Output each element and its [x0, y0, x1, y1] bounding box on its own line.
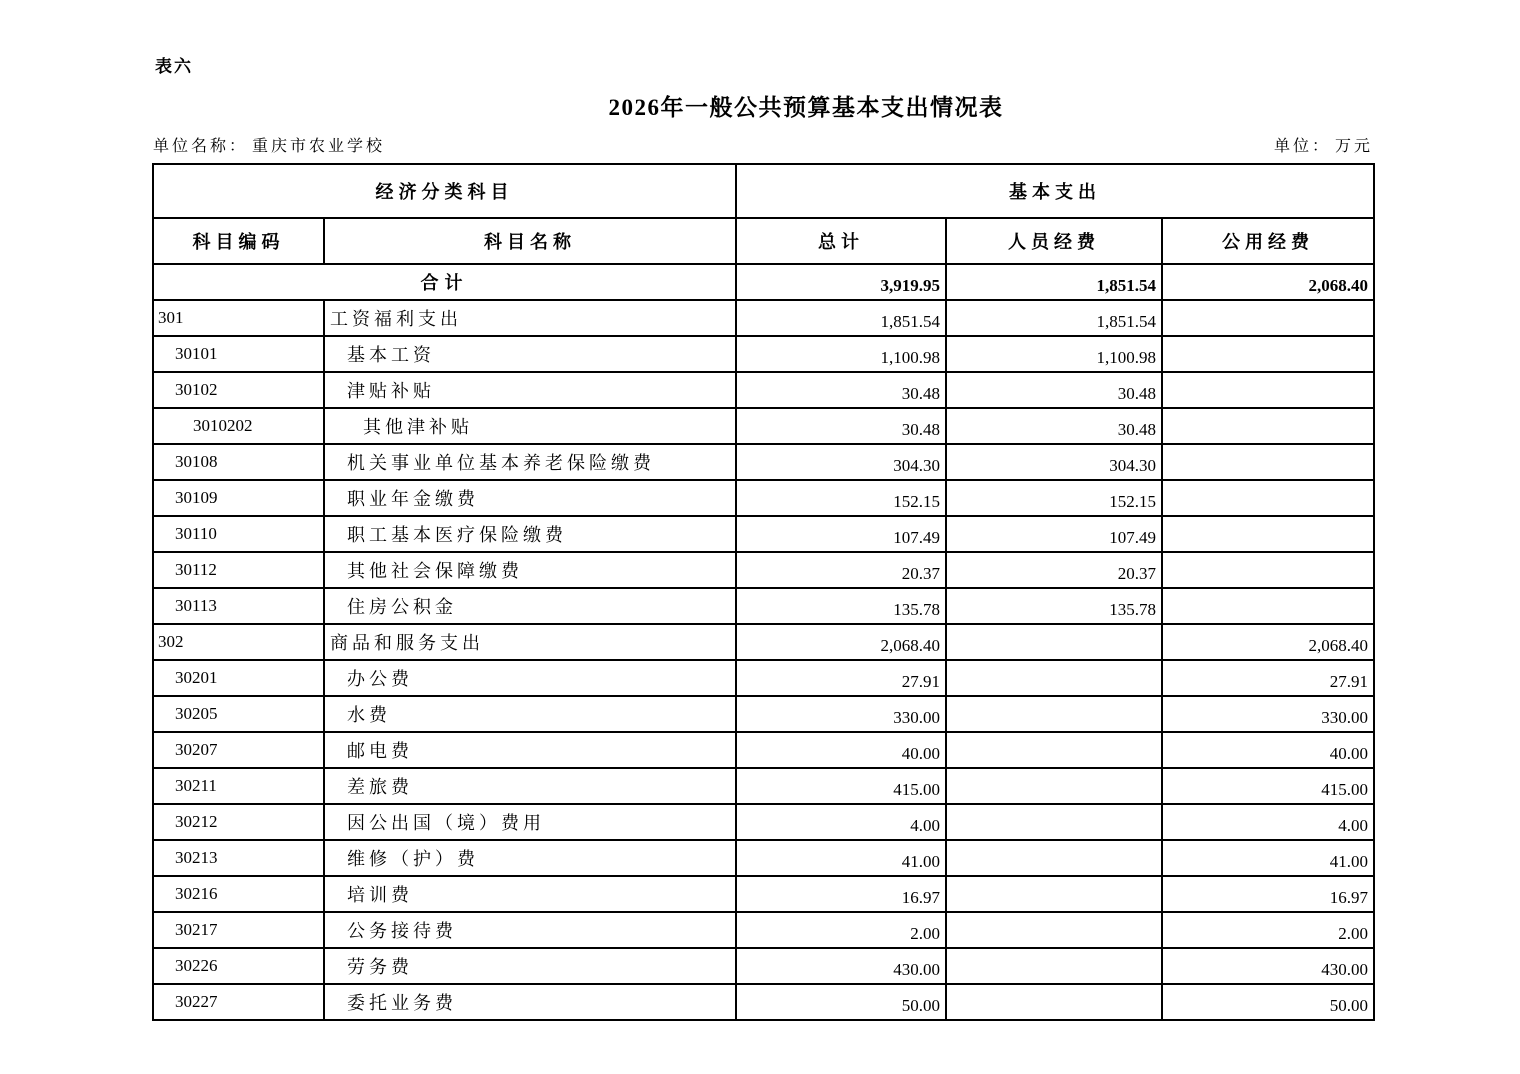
subject-code-cell: 30102: [153, 372, 324, 408]
subject-code-cell: 30101: [153, 336, 324, 372]
total-personnel-cell: 1,851.54: [946, 264, 1162, 300]
public-funds-cell: 27.91: [1162, 660, 1374, 696]
subject-code-cell: 30201: [153, 660, 324, 696]
table-number-label: 表六: [155, 57, 193, 76]
meta-row: [153, 133, 1373, 156]
subject-code-cell: 30227: [153, 984, 324, 1020]
table-row: [153, 696, 1374, 732]
personnel-funds-cell: [946, 660, 1162, 696]
subject-name-cell: 办公费: [324, 660, 736, 696]
public-funds-cell: 415.00: [1162, 768, 1374, 804]
table-row: [153, 912, 1374, 948]
public-funds-cell: 2.00: [1162, 912, 1374, 948]
subject-name-cell: 基本工资: [324, 336, 736, 372]
col-header-public-funds: 公用经费: [1162, 218, 1374, 264]
total-cell: 41.00: [736, 840, 946, 876]
subject-name-cell: 劳务费: [324, 948, 736, 984]
total-cell: 430.00: [736, 948, 946, 984]
table-row: [153, 372, 1374, 408]
public-funds-cell: [1162, 372, 1374, 408]
total-cell: 152.15: [736, 480, 946, 516]
col-header-subject-code: 科目编码: [153, 218, 324, 264]
table-row: [153, 984, 1374, 1020]
unit-measure-value: 万元: [1334, 138, 1373, 155]
public-funds-cell: [1162, 516, 1374, 552]
table-header: [153, 164, 1374, 264]
personnel-funds-cell: [946, 912, 1162, 948]
table-body: [153, 264, 1374, 1020]
personnel-funds-cell: [946, 732, 1162, 768]
table-row: [153, 588, 1374, 624]
subject-name-cell: 公务接待费: [324, 912, 736, 948]
personnel-funds-cell: 1,100.98: [946, 336, 1162, 372]
total-cell: 330.00: [736, 696, 946, 732]
subject-name-cell: 水费: [324, 696, 736, 732]
total-cell: 2.00: [736, 912, 946, 948]
unit-name-value: 重庆市农业学校: [252, 138, 386, 155]
budget-table: [152, 163, 1375, 1021]
subject-name-cell: 住房公积金: [324, 588, 736, 624]
public-funds-cell: 2,068.40: [1162, 624, 1374, 660]
total-cell: 304.30: [736, 444, 946, 480]
subject-code-cell: 30108: [153, 444, 324, 480]
total-cell: 1,100.98: [736, 336, 946, 372]
subject-name-cell: 津贴补贴: [324, 372, 736, 408]
personnel-funds-cell: [946, 696, 1162, 732]
header-group-row: [153, 164, 1374, 218]
table-row: [153, 480, 1374, 516]
total-cell: 4.00: [736, 804, 946, 840]
total-cell: 16.97: [736, 876, 946, 912]
table-row: [153, 300, 1374, 336]
total-cell: 1,851.54: [736, 300, 946, 336]
personnel-funds-cell: 1,851.54: [946, 300, 1162, 336]
public-funds-cell: 41.00: [1162, 840, 1374, 876]
subject-name-cell: 维修（护）费: [324, 840, 736, 876]
subject-code-cell: 30226: [153, 948, 324, 984]
personnel-funds-cell: [946, 804, 1162, 840]
table-row: [153, 768, 1374, 804]
subject-name-cell: 因公出国（境）费用: [324, 804, 736, 840]
subject-code-cell: 30109: [153, 480, 324, 516]
total-cell: 50.00: [736, 984, 946, 1020]
table-row: [153, 408, 1374, 444]
subject-name-cell: 职工基本医疗保险缴费: [324, 516, 736, 552]
table-row: [153, 336, 1374, 372]
total-cell: 40.00: [736, 732, 946, 768]
table-row: [153, 444, 1374, 480]
public-funds-cell: [1162, 552, 1374, 588]
personnel-funds-cell: [946, 876, 1162, 912]
header-economic-classification: 经济分类科目: [153, 164, 736, 218]
personnel-funds-cell: 107.49: [946, 516, 1162, 552]
personnel-funds-cell: [946, 840, 1162, 876]
subject-name-cell: 其他津补贴: [324, 408, 736, 444]
public-funds-cell: 50.00: [1162, 984, 1374, 1020]
subject-code-cell: 30110: [153, 516, 324, 552]
personnel-funds-cell: [946, 948, 1162, 984]
subject-code-cell: 30217: [153, 912, 324, 948]
unit-measure-label: 单位：: [1273, 138, 1331, 155]
col-header-subject-name: 科目名称: [324, 218, 736, 264]
subject-name-cell: 机关事业单位基本养老保险缴费: [324, 444, 736, 480]
total-cell: 20.37: [736, 552, 946, 588]
subject-name-cell: 职业年金缴费: [324, 480, 736, 516]
subject-code-cell: 30112: [153, 552, 324, 588]
total-cell: 135.78: [736, 588, 946, 624]
personnel-funds-cell: 30.48: [946, 408, 1162, 444]
personnel-funds-cell: 135.78: [946, 588, 1162, 624]
subject-name-cell: 工资福利支出: [324, 300, 736, 336]
subject-name-cell: 培训费: [324, 876, 736, 912]
public-funds-cell: 40.00: [1162, 732, 1374, 768]
total-cell: 2,068.40: [736, 624, 946, 660]
unit-measure-line: [1274, 133, 1373, 156]
table-row: [153, 624, 1374, 660]
subject-code-cell: 30216: [153, 876, 324, 912]
table-row: [153, 804, 1374, 840]
subject-code-cell: 301: [153, 300, 324, 336]
table-row: [153, 948, 1374, 984]
total-label-cell: 合计: [153, 264, 736, 300]
public-funds-cell: 330.00: [1162, 696, 1374, 732]
subject-name-cell: 委托业务费: [324, 984, 736, 1020]
subject-code-cell: 302: [153, 624, 324, 660]
personnel-funds-cell: [946, 984, 1162, 1020]
subject-code-cell: 30213: [153, 840, 324, 876]
unit-name-label: 单位名称：: [153, 138, 249, 155]
subject-name-cell: 商品和服务支出: [324, 624, 736, 660]
table-row: [153, 552, 1374, 588]
subject-name-cell: 邮电费: [324, 732, 736, 768]
public-funds-cell: 430.00: [1162, 948, 1374, 984]
total-cell: 30.48: [736, 408, 946, 444]
total-cell: 415.00: [736, 768, 946, 804]
page-title: 2026年一般公共预算基本支出情况表: [608, 95, 1004, 120]
personnel-funds-cell: [946, 624, 1162, 660]
personnel-funds-cell: 304.30: [946, 444, 1162, 480]
total-cell: 107.49: [736, 516, 946, 552]
subject-code-cell: 30211: [153, 768, 324, 804]
public-funds-cell: [1162, 480, 1374, 516]
header-basic-expenditure: 基本支出: [736, 164, 1374, 218]
public-funds-cell: 4.00: [1162, 804, 1374, 840]
total-cell: 30.48: [736, 372, 946, 408]
subject-name-cell: 差旅费: [324, 768, 736, 804]
public-funds-cell: [1162, 408, 1374, 444]
public-funds-cell: [1162, 300, 1374, 336]
unit-name-line: [153, 133, 385, 156]
total-row: [153, 264, 1374, 300]
public-funds-cell: [1162, 588, 1374, 624]
public-funds-cell: [1162, 444, 1374, 480]
table-row: [153, 876, 1374, 912]
personnel-funds-cell: 20.37: [946, 552, 1162, 588]
subject-code-cell: 30113: [153, 588, 324, 624]
subject-code-cell: 30207: [153, 732, 324, 768]
public-funds-cell: 16.97: [1162, 876, 1374, 912]
personnel-funds-cell: 152.15: [946, 480, 1162, 516]
subject-code-cell: 30205: [153, 696, 324, 732]
subject-code-cell: 30212: [153, 804, 324, 840]
total-sum-cell: 3,919.95: [736, 264, 946, 300]
subject-code-cell: 3010202: [153, 408, 324, 444]
table-row: [153, 840, 1374, 876]
total-public-cell: 2,068.40: [1162, 264, 1374, 300]
public-funds-cell: [1162, 336, 1374, 372]
table-row: [153, 516, 1374, 552]
table-row: [153, 732, 1374, 768]
personnel-funds-cell: 30.48: [946, 372, 1162, 408]
header-columns-row: [153, 218, 1374, 264]
col-header-personnel-funds: 人员经费: [946, 218, 1162, 264]
personnel-funds-cell: [946, 768, 1162, 804]
total-cell: 27.91: [736, 660, 946, 696]
col-header-total: 总计: [736, 218, 946, 264]
table-row: [153, 660, 1374, 696]
subject-name-cell: 其他社会保障缴费: [324, 552, 736, 588]
